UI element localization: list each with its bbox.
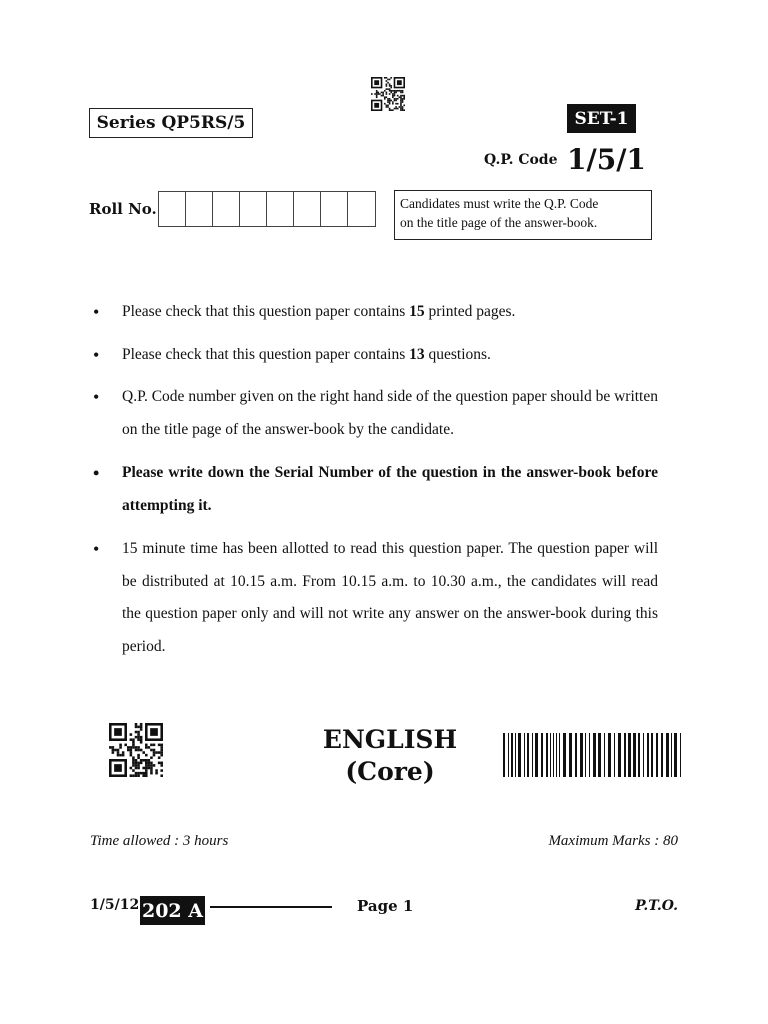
set-badge: SET-1	[567, 104, 636, 133]
question-count: 13	[409, 345, 425, 363]
footer-badge: 202 A	[140, 896, 205, 925]
instruction-item	[90, 296, 658, 329]
pto-label: P.T.O.	[635, 898, 678, 914]
qp-code-label: Q.P. Code	[484, 152, 558, 168]
subject-title: ENGLISH	[322, 725, 458, 754]
maximum-marks: Maximum Marks : 80	[548, 833, 678, 849]
roll-number-box	[348, 192, 375, 226]
roll-number-label: Roll No.	[89, 200, 157, 218]
page-count: 15	[409, 303, 425, 320]
roll-number-box	[294, 192, 321, 226]
roll-number-box	[186, 192, 213, 226]
instruction-text: printed pages.	[424, 303, 516, 320]
footer-divider	[210, 906, 332, 908]
instruction-text: Please check that this question paper contains	[122, 303, 410, 320]
instruction-item: • Q.P. Code number given on the right hand side of the question paper should be written on the title page of the answer-book by the candidate.	[90, 381, 658, 446]
barcode-icon	[503, 733, 685, 777]
notice-line: Candidates must write the Q.P. Code	[400, 196, 599, 211]
footer-code: 1/5/12	[90, 897, 140, 913]
roll-number-box	[267, 192, 294, 226]
instruction-item: • Please write down the Serial Number of the question in the answer-book before attempting it.	[90, 457, 658, 522]
subject-heading	[300, 724, 480, 788]
roll-number-box	[321, 192, 348, 226]
roll-number-box	[159, 192, 186, 226]
qp-code-notice	[394, 190, 652, 240]
series-label: Series QP5RS/5	[89, 108, 253, 138]
roll-number-box	[240, 192, 267, 226]
instruction-text: questions.	[424, 345, 491, 363]
roll-number-box	[213, 192, 240, 226]
instruction-item	[90, 339, 658, 372]
page-number: Page 1	[357, 897, 414, 915]
subject-subtitle: (Core)	[345, 757, 435, 786]
qp-code-value: 1/5/1	[567, 143, 646, 176]
time-allowed: Time allowed : 3 hours	[90, 833, 229, 849]
top-qr-code-icon	[371, 77, 405, 111]
instruction-text: Please check that this question paper contains	[122, 345, 410, 363]
notice-line: on the title page of the answer-book.	[400, 215, 598, 230]
instruction-list	[90, 296, 658, 674]
bottom-qr-code-icon	[109, 723, 163, 777]
instruction-item: • 15 minute time has been allotted to read this question paper. The question paper will be distributed at 10.15 a.m. From 10.15 a.m. to 10.30 a.m., the candidates will read the question paper only and will not write any answer on the answer-book during this period.	[90, 533, 658, 663]
roll-number-boxes	[158, 191, 376, 227]
